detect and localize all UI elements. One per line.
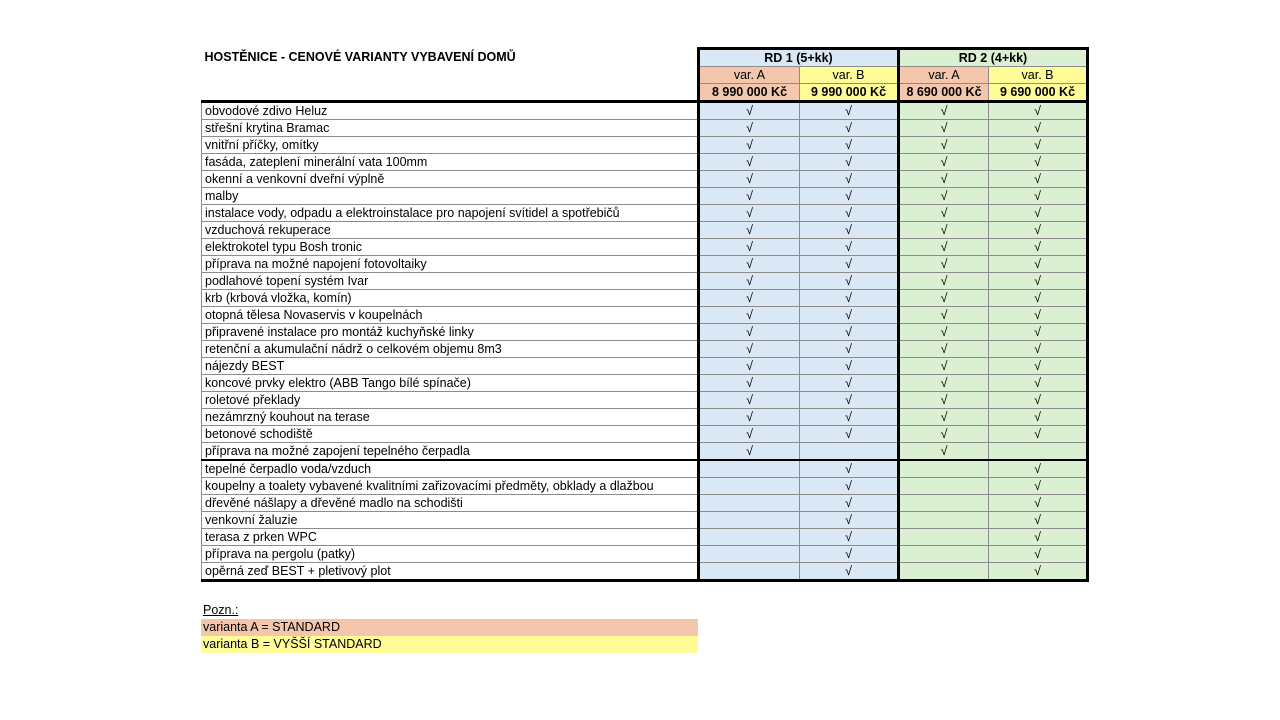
rd1-variant-b-check-cell bbox=[800, 409, 899, 426]
rd2-variant-a-price: 8 690 000 Kč bbox=[899, 84, 989, 102]
table-row bbox=[202, 358, 1088, 375]
rd1-variant-a-check-cell bbox=[699, 443, 800, 461]
row-label: nájezdy BEST bbox=[202, 358, 699, 375]
rd1-variant-a-check-cell bbox=[699, 460, 800, 478]
rd2-variant-b-check-cell bbox=[989, 239, 1088, 256]
rd1-variant-b-check-cell bbox=[800, 137, 899, 154]
rd2-variant-a-check-cell bbox=[899, 290, 989, 307]
rd2-variant-b-check-cell bbox=[989, 563, 1088, 581]
rd2-variant-b-check-cell bbox=[989, 358, 1088, 375]
table-row bbox=[202, 307, 1088, 324]
table-row bbox=[202, 529, 1088, 546]
check-mark-icon: √ bbox=[1034, 495, 1041, 510]
rd2-variant-a-check-cell bbox=[899, 443, 989, 461]
table-row bbox=[202, 137, 1088, 154]
rd2-variant-a-check-cell bbox=[899, 358, 989, 375]
check-mark-icon: √ bbox=[746, 273, 753, 288]
check-mark-icon: √ bbox=[845, 154, 852, 169]
rd2-variant-b-check-cell bbox=[989, 426, 1088, 443]
check-mark-icon: √ bbox=[746, 426, 753, 441]
notes-heading: Pozn.: bbox=[203, 603, 239, 617]
rd2-variant-b-price: 9 690 000 Kč bbox=[989, 84, 1088, 102]
row-label: nezámrzný kouhout na terase bbox=[202, 409, 699, 426]
rd2-variant-b-check-cell bbox=[989, 222, 1088, 239]
rd1-variant-b-check-cell bbox=[800, 512, 899, 529]
check-mark-icon: √ bbox=[1034, 426, 1041, 441]
price-variants-sheet bbox=[201, 47, 1087, 582]
check-mark-icon: √ bbox=[845, 239, 852, 254]
rd1-variant-b-price: 9 990 000 Kč bbox=[800, 84, 899, 102]
row-label: instalace vody, odpadu a elektroinstalace pro napojení svítidel a spotřebičů bbox=[202, 205, 699, 222]
table-row bbox=[202, 392, 1088, 409]
rd2-variant-b-check-cell bbox=[989, 512, 1088, 529]
rd1-variant-a-check-cell bbox=[699, 290, 800, 307]
check-mark-icon: √ bbox=[940, 188, 948, 203]
rd2-variant-a-check-cell bbox=[899, 171, 989, 188]
check-mark-icon: √ bbox=[940, 154, 948, 169]
check-mark-icon: √ bbox=[1034, 307, 1041, 322]
check-mark-icon: √ bbox=[746, 188, 753, 203]
table-row bbox=[202, 512, 1088, 529]
check-mark-icon: √ bbox=[845, 392, 852, 407]
row-label: podlahové topení systém Ivar bbox=[202, 273, 699, 290]
rd1-variant-a-check-cell bbox=[699, 529, 800, 546]
check-mark-icon: √ bbox=[845, 273, 852, 288]
rd1-variant-b-check-cell bbox=[800, 256, 899, 273]
note-variant-a: varianta A = STANDARD bbox=[201, 619, 698, 636]
check-mark-icon: √ bbox=[940, 239, 948, 254]
notes-legend bbox=[201, 602, 698, 653]
check-mark-icon: √ bbox=[1034, 375, 1041, 390]
rd1-variant-a-label: var. A bbox=[699, 67, 800, 84]
check-mark-icon: √ bbox=[1034, 273, 1041, 288]
row-label: malby bbox=[202, 188, 699, 205]
check-mark-icon: √ bbox=[746, 358, 753, 373]
rd1-variant-b-check-cell bbox=[800, 239, 899, 256]
rd1-variant-b-check-cell bbox=[800, 563, 899, 581]
check-mark-icon: √ bbox=[1034, 222, 1041, 237]
rd1-variant-b-check-cell bbox=[800, 460, 899, 478]
check-mark-icon: √ bbox=[1034, 290, 1041, 305]
table-row bbox=[202, 460, 1088, 478]
rd1-variant-a-check-cell bbox=[699, 546, 800, 563]
rd1-variant-b-check-cell bbox=[800, 307, 899, 324]
row-label: obvodové zdivo Heluz bbox=[202, 102, 699, 120]
rd1-variant-a-check-cell bbox=[699, 307, 800, 324]
rd1-variant-a-check-cell bbox=[699, 358, 800, 375]
table-row bbox=[202, 341, 1088, 358]
rd2-variant-a-check-cell bbox=[899, 460, 989, 478]
check-mark-icon: √ bbox=[746, 256, 753, 271]
table-row bbox=[202, 324, 1088, 341]
rd2-variant-a-check-cell bbox=[899, 154, 989, 171]
rd1-variant-a-check-cell bbox=[699, 120, 800, 137]
check-mark-icon: √ bbox=[746, 409, 753, 424]
rd2-variant-b-check-cell bbox=[989, 443, 1088, 461]
rd2-variant-b-check-cell bbox=[989, 392, 1088, 409]
check-mark-icon: √ bbox=[845, 120, 852, 135]
rd1-variant-a-check-cell bbox=[699, 222, 800, 239]
group-header-row bbox=[202, 49, 1088, 67]
row-label: příprava na pergolu (patky) bbox=[202, 546, 699, 563]
row-label: připravené instalace pro montáž kuchyňské linky bbox=[202, 324, 699, 341]
rd1-variant-b-check-cell bbox=[800, 375, 899, 392]
rd2-variant-b-check-cell bbox=[989, 137, 1088, 154]
check-mark-icon: √ bbox=[845, 307, 852, 322]
check-mark-icon: √ bbox=[845, 188, 852, 203]
rd1-variant-a-check-cell bbox=[699, 324, 800, 341]
check-mark-icon: √ bbox=[746, 290, 753, 305]
table-row bbox=[202, 409, 1088, 426]
rd1-variant-b-check-cell bbox=[800, 273, 899, 290]
rd1-variant-a-check-cell bbox=[699, 426, 800, 443]
row-label: elektrokotel typu Bosh tronic bbox=[202, 239, 699, 256]
table-row bbox=[202, 188, 1088, 205]
check-mark-icon: √ bbox=[1034, 529, 1041, 544]
rd2-variant-b-check-cell bbox=[989, 120, 1088, 137]
check-mark-icon: √ bbox=[746, 154, 753, 169]
rd2-variant-b-check-cell bbox=[989, 460, 1088, 478]
rd2-variant-b-check-cell bbox=[989, 495, 1088, 512]
rd1-variant-a-check-cell bbox=[699, 409, 800, 426]
check-mark-icon: √ bbox=[746, 375, 753, 390]
rd1-variant-a-check-cell bbox=[699, 188, 800, 205]
rd1-variant-b-check-cell bbox=[800, 171, 899, 188]
rd2-variant-a-check-cell bbox=[899, 205, 989, 222]
check-mark-icon: √ bbox=[746, 443, 753, 458]
check-mark-icon: √ bbox=[845, 409, 852, 424]
check-mark-icon: √ bbox=[940, 290, 948, 305]
check-mark-icon: √ bbox=[940, 222, 948, 237]
check-mark-icon: √ bbox=[940, 375, 948, 390]
table-row bbox=[202, 205, 1088, 222]
check-mark-icon: √ bbox=[845, 375, 852, 390]
check-mark-icon: √ bbox=[845, 205, 852, 220]
table-row bbox=[202, 171, 1088, 188]
row-label: venkovní žaluzie bbox=[202, 512, 699, 529]
check-mark-icon: √ bbox=[845, 512, 852, 527]
check-mark-icon: √ bbox=[845, 171, 852, 186]
row-label: roletové překlady bbox=[202, 392, 699, 409]
rd2-variant-b-check-cell bbox=[989, 102, 1088, 120]
rd1-variant-a-check-cell bbox=[699, 478, 800, 495]
row-label: dřevěné nášlapy a dřevěné madlo na schodišti bbox=[202, 495, 699, 512]
check-mark-icon: √ bbox=[940, 307, 948, 322]
rd2-variant-b-check-cell bbox=[989, 341, 1088, 358]
rd2-variant-b-check-cell bbox=[989, 205, 1088, 222]
check-mark-icon: √ bbox=[1034, 205, 1041, 220]
table-body bbox=[202, 49, 1088, 581]
row-label: retenční a akumulační nádrž o celkovém objemu 8m3 bbox=[202, 341, 699, 358]
check-mark-icon: √ bbox=[940, 358, 948, 373]
check-mark-icon: √ bbox=[940, 324, 948, 339]
row-label: příprava na možné napojení fotovoltaiky bbox=[202, 256, 699, 273]
table-row bbox=[202, 478, 1088, 495]
rd2-variant-a-check-cell bbox=[899, 120, 989, 137]
table-row bbox=[202, 546, 1088, 563]
rd2-variant-a-check-cell bbox=[899, 546, 989, 563]
rd1-variant-b-check-cell bbox=[800, 324, 899, 341]
rd2-variant-a-check-cell bbox=[899, 529, 989, 546]
rd2-variant-a-check-cell bbox=[899, 324, 989, 341]
check-mark-icon: √ bbox=[845, 358, 852, 373]
rd2-variant-b-check-cell bbox=[989, 307, 1088, 324]
rd1-variant-b-check-cell bbox=[800, 102, 899, 120]
price-variants-table bbox=[201, 47, 1089, 582]
row-label: otopná tělesa Novaservis v koupelnách bbox=[202, 307, 699, 324]
check-mark-icon: √ bbox=[845, 563, 852, 578]
note-variant-b: varianta B = VYŠŠÍ STANDARD bbox=[201, 636, 698, 653]
rd2-variant-b-check-cell bbox=[989, 409, 1088, 426]
row-label: betonové schodiště bbox=[202, 426, 699, 443]
check-mark-icon: √ bbox=[845, 478, 852, 493]
check-mark-icon: √ bbox=[1034, 341, 1041, 356]
rd1-variant-b-check-cell bbox=[800, 358, 899, 375]
rd1-variant-a-check-cell bbox=[699, 239, 800, 256]
row-label: střešní krytina Bramac bbox=[202, 120, 699, 137]
check-mark-icon: √ bbox=[845, 324, 852, 339]
check-mark-icon: √ bbox=[1034, 324, 1041, 339]
check-mark-icon: √ bbox=[1034, 137, 1041, 152]
table-row bbox=[202, 273, 1088, 290]
check-mark-icon: √ bbox=[845, 290, 852, 305]
table-row bbox=[202, 375, 1088, 392]
rd2-variant-a-check-cell bbox=[899, 239, 989, 256]
rd1-variant-b-check-cell bbox=[800, 120, 899, 137]
check-mark-icon: √ bbox=[1034, 478, 1041, 493]
rd2-variant-b-check-cell bbox=[989, 290, 1088, 307]
check-mark-icon: √ bbox=[940, 120, 948, 135]
rd1-variant-b-check-cell bbox=[800, 392, 899, 409]
rd1-variant-a-check-cell bbox=[699, 495, 800, 512]
check-mark-icon: √ bbox=[1034, 239, 1041, 254]
rd2-variant-b-check-cell bbox=[989, 154, 1088, 171]
rd2-variant-a-check-cell bbox=[899, 341, 989, 358]
table-row bbox=[202, 443, 1088, 461]
rd1-variant-a-check-cell bbox=[699, 102, 800, 120]
check-mark-icon: √ bbox=[1034, 358, 1041, 373]
table-row bbox=[202, 563, 1088, 581]
check-mark-icon: √ bbox=[1034, 546, 1041, 561]
rd2-variant-a-check-cell bbox=[899, 563, 989, 581]
check-mark-icon: √ bbox=[1034, 409, 1041, 424]
rd1-variant-a-check-cell bbox=[699, 392, 800, 409]
rd2-variant-b-check-cell bbox=[989, 171, 1088, 188]
rd1-variant-b-check-cell bbox=[800, 290, 899, 307]
rd2-variant-b-label: var. B bbox=[989, 67, 1088, 84]
rd2-variant-a-check-cell bbox=[899, 478, 989, 495]
rd1-variant-a-check-cell bbox=[699, 154, 800, 171]
check-mark-icon: √ bbox=[746, 324, 753, 339]
rd1-variant-b-label: var. B bbox=[800, 67, 899, 84]
rd2-variant-a-check-cell bbox=[899, 102, 989, 120]
row-label: vzduchová rekuperace bbox=[202, 222, 699, 239]
table-row bbox=[202, 239, 1088, 256]
rd2-variant-b-check-cell bbox=[989, 546, 1088, 563]
row-label: koupelny a toalety vybavené kvalitními zařizovacími předměty, obklady a dlažbou bbox=[202, 478, 699, 495]
check-mark-icon: √ bbox=[746, 307, 753, 322]
rd1-variant-a-check-cell bbox=[699, 375, 800, 392]
check-mark-icon: √ bbox=[845, 341, 852, 356]
rd1-variant-a-check-cell bbox=[699, 137, 800, 154]
rd2-variant-a-check-cell bbox=[899, 137, 989, 154]
rd2-variant-a-check-cell bbox=[899, 256, 989, 273]
check-mark-icon: √ bbox=[940, 137, 948, 152]
rd2-variant-a-check-cell bbox=[899, 222, 989, 239]
row-label: fasáda, zateplení minerální vata 100mm bbox=[202, 154, 699, 171]
check-mark-icon: √ bbox=[940, 205, 948, 220]
row-label: okenní a venkovní dveřní výplně bbox=[202, 171, 699, 188]
group-rd2-header: RD 2 (4+kk) bbox=[899, 49, 1088, 67]
row-label: krb (krbová vložka, komín) bbox=[202, 290, 699, 307]
check-mark-icon: √ bbox=[746, 120, 753, 135]
check-mark-icon: √ bbox=[940, 426, 948, 441]
row-label: tepelné čerpadlo voda/vzduch bbox=[202, 460, 699, 478]
rd2-variant-a-check-cell bbox=[899, 273, 989, 290]
check-mark-icon: √ bbox=[845, 529, 852, 544]
check-mark-icon: √ bbox=[940, 171, 948, 186]
table-row bbox=[202, 102, 1088, 120]
rd2-variant-b-check-cell bbox=[989, 529, 1088, 546]
rd2-variant-a-check-cell bbox=[899, 512, 989, 529]
check-mark-icon: √ bbox=[940, 341, 948, 356]
check-mark-icon: √ bbox=[940, 409, 948, 424]
check-mark-icon: √ bbox=[940, 392, 948, 407]
rd1-variant-b-check-cell bbox=[800, 443, 899, 461]
table-row bbox=[202, 222, 1088, 239]
rd2-variant-a-check-cell bbox=[899, 307, 989, 324]
rd2-variant-a-check-cell bbox=[899, 188, 989, 205]
rd1-variant-b-check-cell bbox=[800, 222, 899, 239]
rd1-variant-b-check-cell bbox=[800, 341, 899, 358]
check-mark-icon: √ bbox=[1034, 392, 1041, 407]
check-mark-icon: √ bbox=[746, 392, 753, 407]
check-mark-icon: √ bbox=[746, 239, 753, 254]
rd2-variant-b-check-cell bbox=[989, 273, 1088, 290]
check-mark-icon: √ bbox=[845, 137, 852, 152]
table-row bbox=[202, 426, 1088, 443]
rd1-variant-b-check-cell bbox=[800, 529, 899, 546]
check-mark-icon: √ bbox=[746, 222, 753, 237]
table-row bbox=[202, 256, 1088, 273]
row-label: terasa z prken WPC bbox=[202, 529, 699, 546]
rd2-variant-b-check-cell bbox=[989, 478, 1088, 495]
rd1-variant-a-check-cell bbox=[699, 256, 800, 273]
rd1-variant-a-check-cell bbox=[699, 205, 800, 222]
rd2-variant-a-check-cell bbox=[899, 426, 989, 443]
rd1-variant-b-check-cell bbox=[800, 154, 899, 171]
check-mark-icon: √ bbox=[1034, 103, 1041, 118]
rd1-variant-b-check-cell bbox=[800, 546, 899, 563]
rd1-variant-b-check-cell bbox=[800, 188, 899, 205]
check-mark-icon: √ bbox=[1034, 154, 1041, 169]
rd2-variant-b-check-cell bbox=[989, 324, 1088, 341]
table-row bbox=[202, 495, 1088, 512]
check-mark-icon: √ bbox=[1034, 171, 1041, 186]
row-label: vnitřní příčky, omítky bbox=[202, 137, 699, 154]
rd2-variant-b-check-cell bbox=[989, 188, 1088, 205]
rd2-variant-b-check-cell bbox=[989, 375, 1088, 392]
rd2-variant-a-check-cell bbox=[899, 392, 989, 409]
check-mark-icon: √ bbox=[845, 256, 852, 271]
rd2-variant-a-check-cell bbox=[899, 409, 989, 426]
check-mark-icon: √ bbox=[845, 546, 852, 561]
check-mark-icon: √ bbox=[1034, 461, 1041, 476]
check-mark-icon: √ bbox=[940, 103, 948, 118]
rd1-variant-b-check-cell bbox=[800, 426, 899, 443]
check-mark-icon: √ bbox=[1034, 120, 1041, 135]
table-row bbox=[202, 154, 1088, 171]
check-mark-icon: √ bbox=[1034, 563, 1041, 578]
check-mark-icon: √ bbox=[845, 222, 852, 237]
rd1-variant-a-check-cell bbox=[699, 171, 800, 188]
group-rd1-header: RD 1 (5+kk) bbox=[699, 49, 899, 67]
rd1-variant-a-check-cell bbox=[699, 273, 800, 290]
rd2-variant-a-label: var. A bbox=[899, 67, 989, 84]
row-label: příprava na možné zapojení tepelného čerpadla bbox=[202, 443, 699, 461]
rd2-variant-b-check-cell bbox=[989, 256, 1088, 273]
check-mark-icon: √ bbox=[746, 171, 753, 186]
rd1-variant-b-check-cell bbox=[800, 495, 899, 512]
check-mark-icon: √ bbox=[845, 495, 852, 510]
table-row bbox=[202, 290, 1088, 307]
rd1-variant-a-check-cell bbox=[699, 512, 800, 529]
rd1-variant-a-price: 8 990 000 Kč bbox=[699, 84, 800, 102]
check-mark-icon: √ bbox=[940, 443, 948, 458]
rd1-variant-b-check-cell bbox=[800, 478, 899, 495]
check-mark-icon: √ bbox=[845, 103, 852, 118]
rd1-variant-a-check-cell bbox=[699, 563, 800, 581]
check-mark-icon: √ bbox=[1034, 512, 1041, 527]
check-mark-icon: √ bbox=[746, 205, 753, 220]
table-row bbox=[202, 120, 1088, 137]
rd1-variant-b-check-cell bbox=[800, 205, 899, 222]
check-mark-icon: √ bbox=[746, 341, 753, 356]
row-label: koncové prvky elektro (ABB Tango bílé spínače) bbox=[202, 375, 699, 392]
check-mark-icon: √ bbox=[1034, 256, 1041, 271]
check-mark-icon: √ bbox=[746, 137, 753, 152]
page-title: HOSTĚNICE - CENOVÉ VARIANTY VYBAVENÍ DOMŮ bbox=[202, 49, 699, 102]
check-mark-icon: √ bbox=[845, 426, 852, 441]
check-mark-icon: √ bbox=[940, 256, 948, 271]
check-mark-icon: √ bbox=[746, 103, 753, 118]
row-label: opěrná zeď BEST + pletivový plot bbox=[202, 563, 699, 581]
rd2-variant-a-check-cell bbox=[899, 495, 989, 512]
rd2-variant-a-check-cell bbox=[899, 375, 989, 392]
check-mark-icon: √ bbox=[940, 273, 948, 288]
check-mark-icon: √ bbox=[1034, 188, 1041, 203]
rd1-variant-a-check-cell bbox=[699, 341, 800, 358]
check-mark-icon: √ bbox=[845, 461, 852, 476]
